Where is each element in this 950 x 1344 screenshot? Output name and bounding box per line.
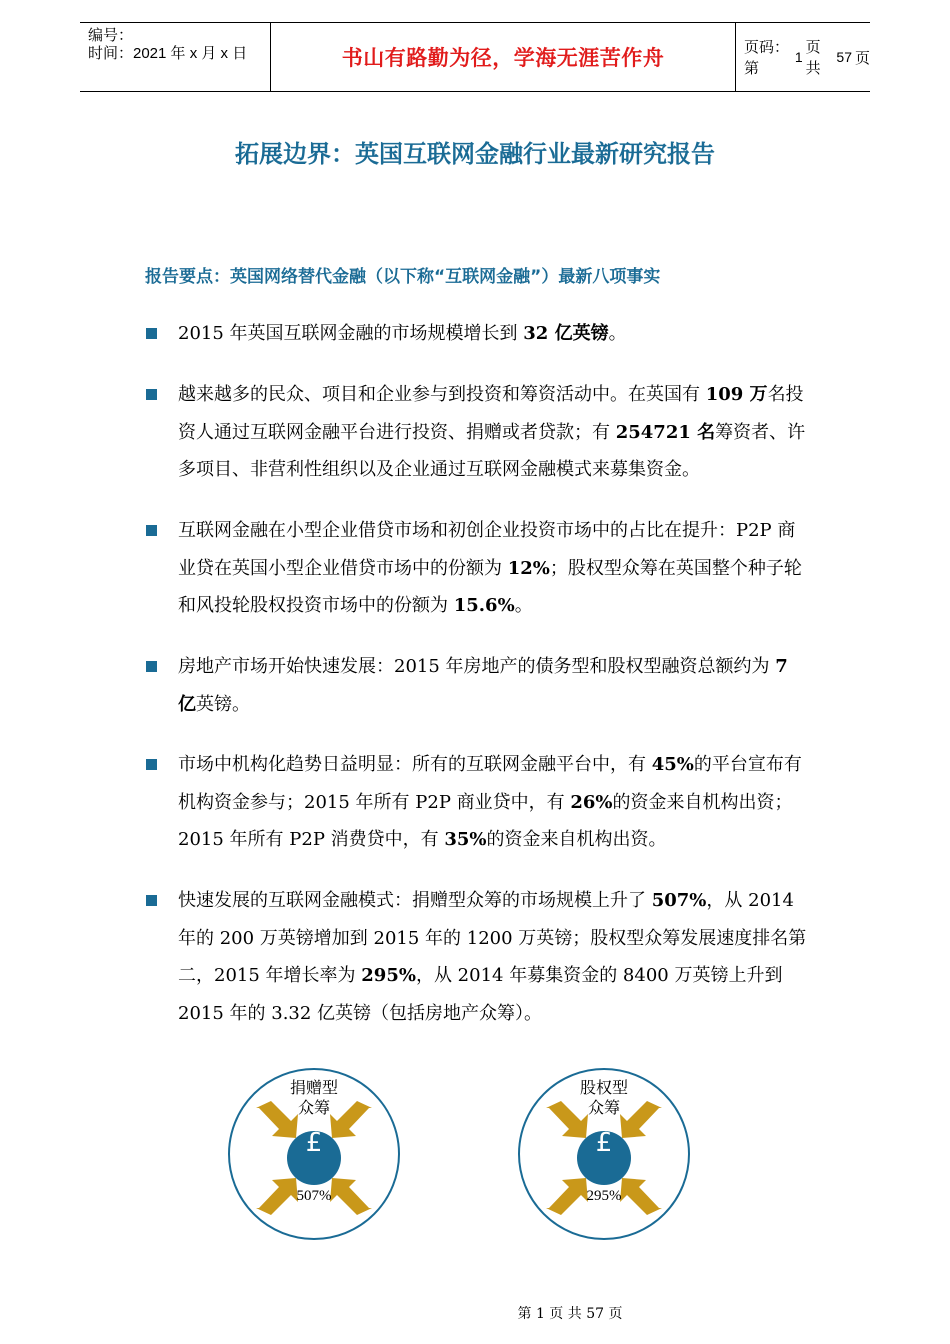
page-info	[736, 23, 870, 91]
bullet-text: 越来越多的民众、项目和企业参与到投资和筹资活动中。在英国有 109 万名投资人通过互联网金融平台进行投资、捐赠或者贷款；有 254721 名筹资者、许多项目、非营利性组织以及企业通过互联网金融模式来募集资金。	[178, 384, 806, 480]
document-title: 拓展边界：英国互联网金融行业最新研究报告	[235, 140, 715, 168]
page-mid: 页 共	[805, 38, 821, 77]
bullet-marker-icon	[146, 759, 157, 770]
bullet-emphasis: 295%	[361, 965, 416, 986]
growth-percent: 295%	[586, 1188, 622, 1204]
bullet-item	[178, 882, 808, 1032]
bullet-emphasis: 32 亿英镑	[523, 323, 609, 344]
page-total: 57	[836, 49, 852, 65]
bullet-emphasis: 15.6%	[453, 595, 515, 616]
diagram-label-line1: 捐赠型	[289, 1078, 338, 1097]
header-meta	[80, 23, 270, 91]
page-footer: 第 1 页 共 57 页	[517, 1306, 623, 1322]
bullet-text: 市场中机构化趋势日益明显：所有的互联网金融平台中，有 45%的平台宣布有机构资金参与；2015 年所有 P2P 商业贷中，有 26%的资金来自机构出资；2015 年所有 P2P 消费贷中，有 35%的资金来自机构出资。	[178, 754, 802, 850]
diagram-label	[516, 1078, 692, 1118]
page-number: 1	[794, 49, 803, 65]
bullet-item	[178, 376, 808, 489]
bullet-text: 快速发展的互联网金融模式：捐赠型众筹的市场规模上升了 507%，从 2014 年的 200 万英镑增加到 2015 年的 1200 万英镑；股权型众筹发展速度排名第二，2015 年增长率为 295%，从 2014 年募集资金的 8400 万英镑上升到 2015 年的 3.32 亿英镑（包括房地产众筹）。	[178, 890, 807, 1024]
bullet-item	[178, 315, 808, 353]
bullet-emphasis: 254721 名	[615, 421, 716, 443]
document-header	[80, 22, 870, 92]
time-label: 时间：2021 年 x 月 x 日	[88, 45, 248, 62]
bullet-emphasis: 109 万	[705, 384, 768, 405]
motto-text: 书山有路勤为径，学海无涯苦作舟	[341, 46, 665, 70]
bullet-text: 2015 年英国互联网金融的市场规模增长到 32 亿英镑。	[178, 323, 627, 344]
donation-crowdfunding-diagram	[226, 1066, 402, 1242]
bullet-text: 房地产市场开始快速发展：2015 年房地产的债务型和股权型融资总额约为 7 亿英镑。	[178, 656, 788, 715]
bullet-emphasis: 12%	[507, 557, 550, 579]
number-label: 编号：	[88, 27, 134, 44]
page-suffix: 页	[854, 48, 870, 67]
diagram-label	[226, 1078, 402, 1118]
bullet-item	[178, 746, 808, 859]
page-prefix: 页码：第	[744, 38, 790, 77]
bullet-marker-icon	[146, 328, 157, 339]
bullet-emphasis: 35%	[444, 829, 487, 850]
report-subtitle: 报告要点：英国网络替代金融（以下称“互联网金融”）最新八项事实	[145, 267, 661, 287]
bullet-marker-icon	[146, 661, 157, 672]
bullet-emphasis: 45%	[651, 754, 694, 775]
bullet-item	[178, 648, 808, 723]
pound-icon: £	[305, 1128, 323, 1158]
bullet-marker-icon	[146, 895, 157, 906]
motto-cell	[270, 23, 736, 91]
diagram-label-line2: 众筹	[587, 1098, 620, 1117]
diagram-label-line1: 股权型	[579, 1078, 628, 1097]
bullet-item	[178, 512, 808, 625]
bullet-emphasis: 507%	[651, 890, 707, 911]
equity-crowdfunding-diagram	[516, 1066, 692, 1242]
pound-icon: £	[595, 1128, 613, 1158]
bullet-emphasis: 7 亿	[178, 656, 788, 715]
bullet-marker-icon	[146, 389, 157, 400]
diagram-label-line2: 众筹	[297, 1098, 330, 1117]
bullet-text: 互联网金融在小型企业借贷市场和初创企业投资市场中的占比在提升：P2P 商业贷在英国小型企业借贷市场中的份额为 12%；股权型众筹在英国整个种子轮和风投轮股权投资市场中的份额为 15.6%。	[178, 520, 802, 616]
bullet-marker-icon	[146, 525, 157, 536]
growth-percent: 507%	[296, 1188, 332, 1204]
bullet-emphasis: 26%	[570, 791, 613, 813]
